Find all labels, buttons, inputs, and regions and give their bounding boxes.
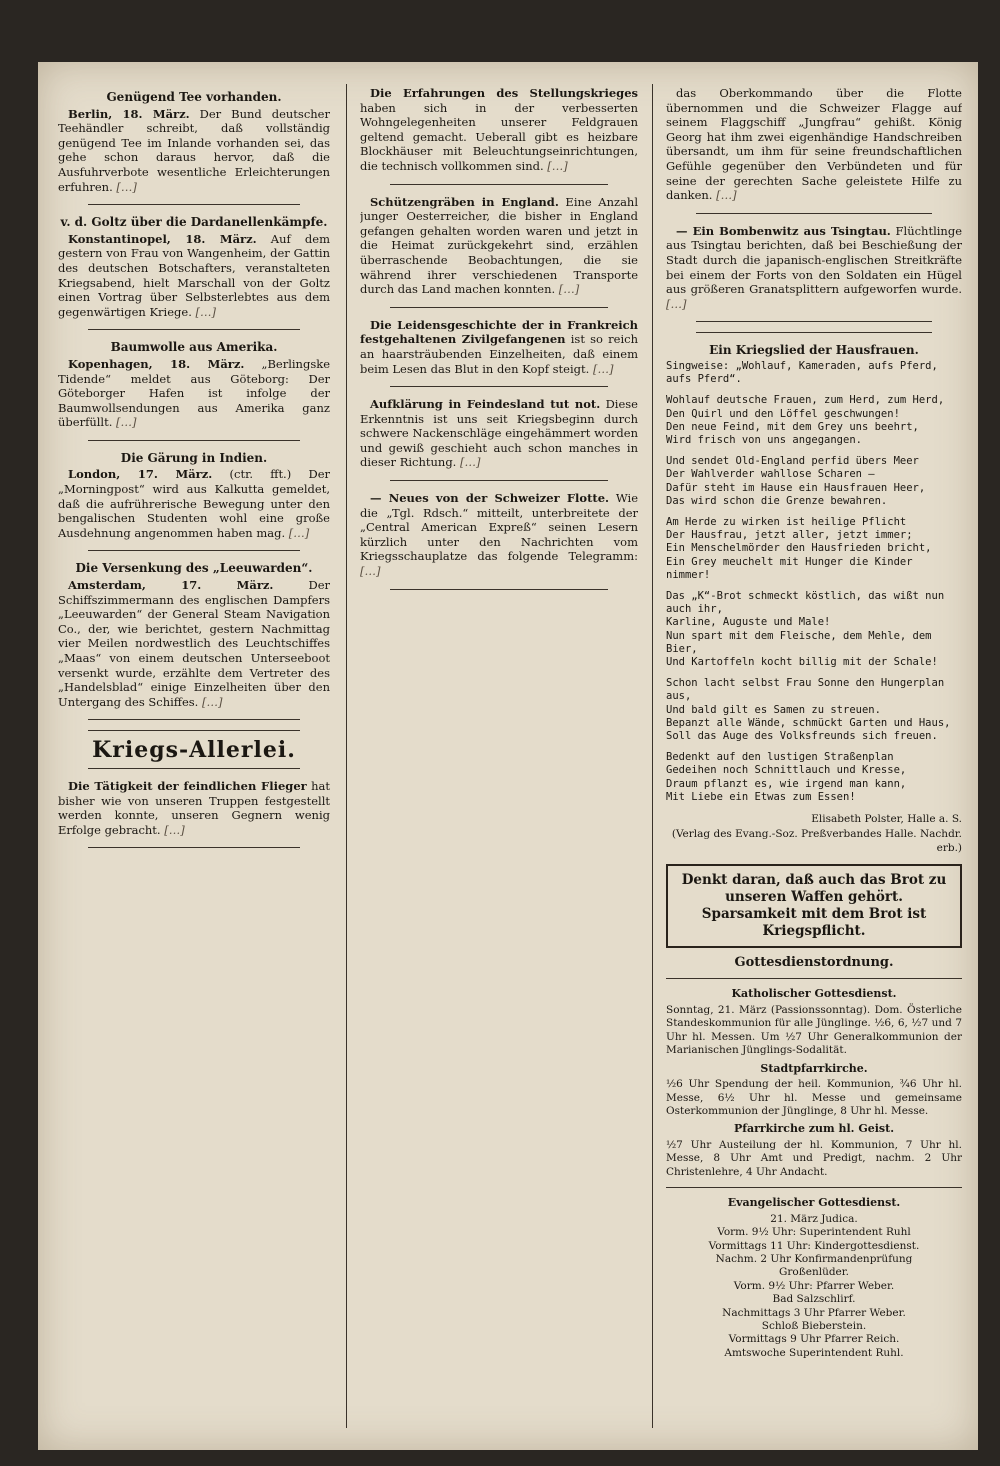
column-rule <box>346 84 347 1428</box>
article-dateline: — Ein Bombenwitz aus Tsingtau. <box>676 223 891 238</box>
article-paragraph <box>360 318 638 376</box>
publisher-credit: (Verlag des Evang.-Soz. Preßverbandes Halle. Nachdr. erb.) <box>671 827 962 855</box>
service-line: Nachm. 2 Uhr Konfirmandenprüfung <box>715 1253 913 1266</box>
service-line: Vorm. 9½ Uhr: Superintendent Ruhl <box>717 1226 911 1239</box>
omitted-marker: […] <box>116 415 137 430</box>
divider <box>390 480 608 481</box>
article-dateline: Die Leidensgeschichte der in Frankreich festgehaltenen Zivilgefangenen <box>360 317 638 347</box>
article-dateline: Konstantinopel, 18. März. <box>68 231 257 246</box>
column-middle <box>360 86 638 1426</box>
poem-stanza: Wohlauf deutsche Frauen, zum Herd, zum Herd, Den Quirl und den Löffel geschwungen! Den neue Feind, mit dem Grey uns beehrt, Wird frisch von uns angegangen. <box>666 394 945 446</box>
article-dateline: Aufklärung in Feindesland tut not. <box>370 397 601 412</box>
article-text: Diese Erkenntnis ist uns seit Kriegsbeginn durch schwere Nackenschläge eingehämmert worden und gewiß geschieht auch schon manches in dieser Richtung. <box>360 397 638 470</box>
divider <box>696 213 932 214</box>
poem-stanza: Bedenkt auf den lustigen Straßenplan Gedeihen noch Schnittlauch und Kresse, Draum pflanzt es, wie irgend man kann, Mit Liebe ein Etwas zum Essen! <box>666 751 907 803</box>
article-paragraph <box>58 467 330 540</box>
article-paragraph <box>360 86 638 174</box>
divider <box>88 730 300 731</box>
divider <box>88 329 300 330</box>
article-paragraph <box>58 107 330 195</box>
service-line: Schloß Bieberstein. <box>761 1320 867 1333</box>
column-right <box>666 86 962 1426</box>
divider <box>88 719 300 720</box>
divider <box>88 440 300 441</box>
article-paragraph <box>58 578 330 709</box>
divider <box>666 978 962 979</box>
poem-stanza: Schon lacht selbst Frau Sonne den Hungerplan aus, Und bald gilt es Samen zu streuen. Bepanzt alle Wände, schmückt Garten und Haus, Soll das Auge des Volksfreunds sich freuen. <box>666 677 951 742</box>
omitted-marker: […] <box>288 525 310 540</box>
omitted-marker: […] <box>547 158 568 173</box>
services-title: Gottesdienstordnung. <box>734 954 894 970</box>
poem-tune: Singweise: „Wohlauf, Kameraden, aufs Pferd, aufs Pferd“. <box>666 359 945 386</box>
divider <box>696 332 932 333</box>
article-dateline: Die Erfahrungen des Stellungskrieges <box>370 86 638 100</box>
poem-stanza: Und sendet Old-England perfid übers Meer Der Wahlverder wahllose Scharen — Dafür steht im Hause ein Hausfrauen Heer, Das wird schon die Grenze bewahren. <box>666 455 926 507</box>
bread-notice: Denkt daran, daß auch das Brot zu unseren Waffen gehört. Sparsamkeit mit dem Brot ist Kriegspflicht. <box>666 864 962 948</box>
service-line: Vormittags 9 Uhr Pfarrer Reich. <box>728 1333 900 1346</box>
article-continuation <box>666 86 962 322</box>
service-line: Amtswoche Superintendent Ruhl. <box>724 1346 904 1359</box>
article-paragraph <box>666 224 962 312</box>
service-line: Nachmittags 3 Uhr Pfarrer Weber. <box>722 1306 906 1319</box>
omitted-marker: […] <box>460 455 481 470</box>
omitted-marker: […] <box>558 282 580 297</box>
poem-title: Ein Kriegslied der Hausfrauen. <box>709 343 919 358</box>
article-text: „Berlingske Tidende“ meldet aus Göteborg: Der Göteborger Hafen ist infolge der Baumwollsendungen aus Amerika ganz überfüllt. <box>58 356 330 430</box>
service-heading: Katholischer Gottesdienst. <box>731 987 897 1001</box>
divider <box>390 386 608 387</box>
article-paragraph <box>58 357 330 430</box>
article-text: Der Schiffszimmermann des englischen Dampfers „Leeuwarden“ der General Steam Navigation Co., der, wie berichtet, gestern Nachmittag vier Meilen nordwestlich des Leuchtschiffes „Maas“ von einem deutschen Unterseeboot versenkt wurde, erzählte dem Vertreter des „Handelsblad“ einige Einzelheiten über den Untergang des Schiffes. <box>58 578 330 709</box>
omitted-marker: […] <box>116 179 137 194</box>
section-title: Kriegs-Allerlei. <box>92 737 296 764</box>
omitted-marker: […] <box>201 694 223 709</box>
evangelical-head: Evangelischer Gottesdienst. <box>727 1196 901 1210</box>
article-paragraph <box>666 86 962 203</box>
headline: Genügend Tee vorhanden. <box>106 90 282 104</box>
service-line: Vorm. 9½ Uhr: Pfarrer Weber. <box>733 1279 895 1292</box>
headline: v. d. Goltz über die Dardanellenkämpfe. <box>60 215 328 230</box>
article-text: ist so reich an haarsträubenden Einzelheiten, daß einem beim Lesen das Blut in den Kopf steigt. <box>360 332 638 376</box>
divider <box>88 847 300 848</box>
article-dateline: Die Tätigkeit der feindlichen Flieger <box>68 778 307 793</box>
omitted-marker: […] <box>592 361 614 376</box>
divider <box>696 321 932 322</box>
article-paragraph <box>360 491 638 579</box>
evangelical-date: 21. März Judica. <box>770 1212 858 1225</box>
article-dateline: Amsterdam, 17. März. <box>68 578 274 593</box>
headline: Die Gärung in Indien. <box>120 450 268 465</box>
article-text: Der Bund deutscher Teehändler schreibt, daß vollständig genügend Tee im Inlande vorhanden sei, das gehe schon daraus hervor, daß die Ausfuhrverbote wesentliche Erleichterungen erfuhren. <box>58 106 330 194</box>
article-dateline: London, 17. März. <box>68 467 213 482</box>
article-paragraph <box>360 195 638 297</box>
article-text: Auf dem gestern von Frau von Wangenheim, der Gattin des deutschen Botschafters, veranstalteten Kriegsabend, hielt Marschall von der Goltz einen Vortrag über Selbsterlebtes aus dem gegenwärtigen Kriege. <box>58 231 330 319</box>
article-dateline: Berlin, 18. März. <box>68 106 190 121</box>
divider <box>88 204 300 205</box>
service-heading: Pfarrkirche zum hl. Geist. <box>733 1122 895 1136</box>
evangelical-services <box>666 1226 962 1360</box>
service-line: Großenlüder. <box>779 1266 849 1279</box>
poem-stanza: Am Herde zu wirken ist heilige Pflicht Der Hausfrau, jetzt aller, jetzt immer; Ein Menschelmörder den Hausfrieden bricht, Ein Grey meuchelt mit Hunger die Kinder nimmer! <box>666 515 932 581</box>
poem-signature: Elisabeth Polster, Halle a. S. <box>811 813 962 825</box>
service-line: Vormittags 11 Uhr: Kindergottesdienst. <box>708 1239 920 1252</box>
column-rule <box>652 84 653 1428</box>
article-dateline: Kopenhagen, 18. März. <box>68 356 245 371</box>
article-text: Wie die „Tgl. Rdsch.“ mitteilt, unterbreitete der „Central American Expreß“ seinen Lesern kürzlich unter den Nachrichten vom Kriegsschauplatze das folgende Telegramm: <box>360 491 638 564</box>
article-text: haben sich in der verbesserten Wohngelegenheiten unserer Feldgrauen geltend gemacht. Ueberall gibt es heizbare Blockhäuser mit Beleuchtungseinrichtungen, die technisch vollkommen sind. <box>360 100 638 173</box>
article-text: Flüchtlinge aus Tsingtau berichten, daß bei Beschießung der Stadt durch die japanisch-englischen Streitkräfte bei einem der Forts von den Soldaten ein Hügel aus größeren Granatsplittern aufgeworfen wurde. <box>666 223 962 297</box>
divider <box>390 589 608 590</box>
divider <box>88 550 300 551</box>
omitted-marker: […] <box>360 564 381 579</box>
column-left <box>58 86 330 1426</box>
headline: Baumwolle aus Amerika. <box>110 340 278 355</box>
article-text: (ctr. fft.) Der „Morningpost“ wird aus Kalkutta gemeldet, daß die aufrührerische Bewegung unter den bengalischen Studenten wohl eine große Ausdehnung angenommen haben mag. <box>58 467 330 540</box>
service-heading: Stadtpfarrkirche. <box>760 1061 868 1075</box>
omitted-marker: […] <box>666 296 687 311</box>
article-dateline: Schützengräben in England. <box>370 194 559 209</box>
article-dateline: — Neues von der Schweizer Flotte. <box>370 491 610 506</box>
article-paragraph <box>58 232 330 320</box>
divider <box>390 184 608 185</box>
article-paragraph <box>58 779 330 837</box>
omitted-marker: […] <box>164 822 185 837</box>
service-text: Sonntag, 21. März (Passionssonntag). Dom. Österliche Standeskommunion für alle Jünglinge. ½6, 6, ½7 und 7 Uhr hl. Messen. Um ½7 Uhr Generalkommunion der Marianischen Jünglings-Sodalität. <box>666 1003 962 1057</box>
catholic-services <box>666 987 962 1179</box>
divider <box>666 1187 962 1188</box>
poem-stanza: Das „K“-Brot schmeckt köstlich, das wißt nun auch ihr, Karline, Auguste und Male! Nun spart mit dem Fleische, dem Mehle, dem Bier, Und Kartoffeln kocht billig mit der Schale! <box>666 589 945 668</box>
article-text: hat bisher wie von unseren Truppen festgestellt werden konnte, unseren Gegnern wenig Erfolge gebracht. <box>58 778 330 837</box>
omitted-marker: […] <box>195 304 217 319</box>
divider <box>390 307 608 308</box>
service-line: Bad Salzschlirf. <box>772 1293 856 1306</box>
newspaper-page <box>38 62 978 1450</box>
service-text: ½7 Uhr Austeilung der hl. Kommunion, 7 Uhr hl. Messe, 8 Uhr Amt und Predigt, nachm. 2 Uhr Christenlehre, 4 Uhr Andacht. <box>666 1139 962 1178</box>
omitted-marker: […] <box>716 188 737 203</box>
article-text: das Oberkommando über die Flotte übernommen und die Schweizer Flagge auf seinem Flaggschiff „Jungfrau“ gehißt. König Georg hat ihm zwei eigenhändige Handschreiben übersandt, um ihm für seine freundschaftlichen Gefühle gegenüber den Verbündeten und für seine der gerechten Sache geleistete Hilfe zu danken. <box>666 86 962 203</box>
poem <box>666 394 962 804</box>
article-paragraph <box>360 397 638 470</box>
article-text: Eine Anzahl junger Oesterreicher, die bisher in England gefangen gehalten worden waren und jetzt in die Heimat zurückgekehrt sind, erzählen überraschende Beobachtungen, die sie während ihrer verschiedenen Transporte durch das Land machen konnten. <box>360 194 638 297</box>
divider <box>88 768 300 769</box>
service-text: ½6 Uhr Spendung der heil. Kommunion, ¾6 Uhr hl. Messe, 6½ Uhr hl. Messe und gemeinsame Osterkommunion der Jünglinge, 8 Uhr hl. Messe. <box>666 1078 962 1117</box>
headline: Die Versenkung des „Leeuwarden“. <box>75 561 313 576</box>
